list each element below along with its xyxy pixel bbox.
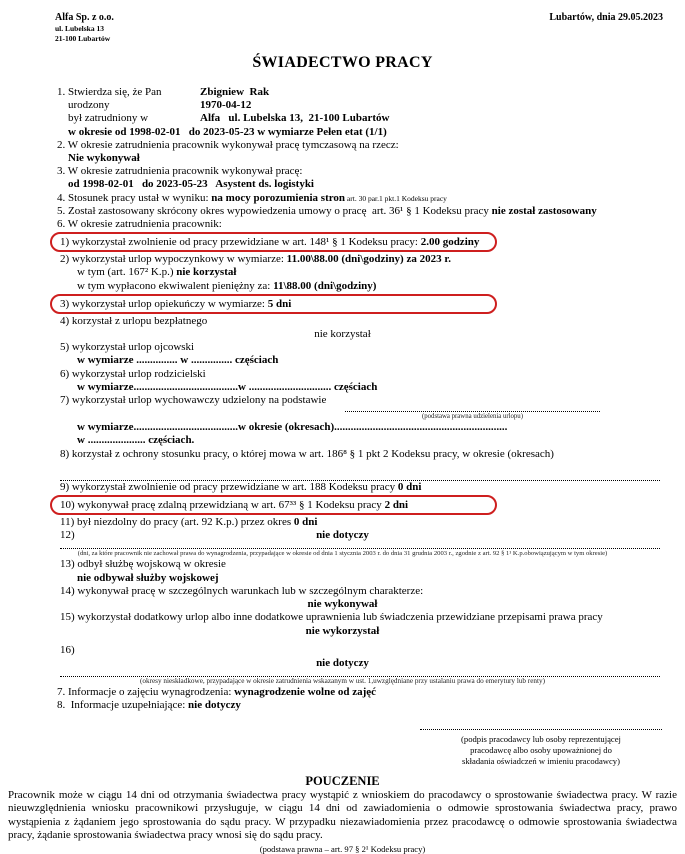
highlight-box-remote-work xyxy=(50,495,497,515)
sec1-label: 1. Stwierdza się, że Pan xyxy=(57,86,162,98)
p1-label: 1) wykorzystał zwolnienie od pracy przewidziane w art. 148¹ § 1 Kodeksu pracy: xyxy=(60,236,421,249)
pouczenie-legal-basis: (podstawa prawna – art. 97 § 2¹ Kodeksu pracy) xyxy=(259,843,426,854)
sec1-born-line xyxy=(0,99,685,112)
p6-label: 6) wykorzystał urlop rodzicielski xyxy=(60,367,206,380)
p12-dotted-line xyxy=(60,542,660,549)
employment-period: w okresie od 1998-02-01 do 2023-05-23 w wymiarze Pełen etat (1/1) xyxy=(68,125,387,138)
sec2-label: 2. W okresie zatrudnienia pracownik wykonywał pracę tymczasową na rzecz: xyxy=(57,138,399,151)
document-body xyxy=(0,86,685,854)
sec8-line xyxy=(0,699,685,712)
p8-dotted-line xyxy=(60,474,660,481)
sec3-label: 3. W okresie zatrudnienia pracownik wykonywał pracę: xyxy=(57,165,303,178)
document-title: ŚWIADECTWO PRACY xyxy=(252,54,433,71)
job-position-value: od 1998-02-01 do 2023-05-23 Asystent ds. logistyki xyxy=(68,178,314,191)
paternity-leave-detail: w wymiarze ............... w ............... częściach xyxy=(77,354,279,367)
p16-caption: (okresy nieskładkowe, przypadające w okresie zatrudnienia wskazanym w ust. 1,uwzględniane przy ustalaniu prawa do emerytury lub renty) xyxy=(140,677,545,686)
signature-caption-line3: składania oświadczeń w imieniu pracodawcy) xyxy=(462,755,620,766)
sec8-label: 8. Informacje uzupełniające: xyxy=(57,699,189,712)
p2-sub1-line xyxy=(0,266,685,279)
vacation-days-value: 11.00\88.00 (dni\godziny) za 2023 r. xyxy=(286,253,451,266)
employer-address-block xyxy=(55,12,114,43)
p11-label: 11) był niezdolny do pracy (art. 92 K.p.) przez okres xyxy=(60,516,294,529)
equivalent-paid-value: 11\88.00 (dni\godziny) xyxy=(273,279,377,292)
signature-dotted-line xyxy=(420,728,662,730)
signature-block xyxy=(420,728,662,767)
signature-caption-line2: pracodawcę albo osoby upoważnionej do xyxy=(470,744,612,755)
company-address-line2: 21-100 Lubartów xyxy=(55,33,111,43)
childcare-leave-detail2: w ..................... częściach. xyxy=(77,434,195,447)
p16-value: nie dotyczy xyxy=(316,656,369,669)
p7-label: 7) wykorzystał urlop wychowawczy udzielony na podstawie xyxy=(60,394,327,407)
incapacity-days-value: 0 dni xyxy=(293,516,318,529)
document-header xyxy=(0,0,685,43)
p14-label: 14) wykonywał pracę w szczególnych warunkach lub w szczególnym charakterze: xyxy=(60,584,424,597)
pouczenie-heading: POUCZENIE xyxy=(305,773,380,788)
sec5-notice-line xyxy=(0,205,685,218)
sec4-label: 4. Stosunek pracy ustał w wyniku: xyxy=(57,191,212,204)
p10-label: 10) wykonywał pracę zdalną przewidzianą w art. 67³³ § 1 Kodeksu pracy xyxy=(60,499,385,512)
p12-value: nie dotyczy xyxy=(316,529,369,542)
p2-label: 2) wykorzystał urlop wypoczynkowy w wymiarze: xyxy=(60,253,287,266)
p2-sub2-line xyxy=(0,280,685,293)
wage-seizure-value: wynagrodzenie wolne od zajęć xyxy=(234,686,377,699)
p2-vacation-line xyxy=(0,253,685,266)
p2-sub2-label: w tym wypłacono ekwiwalent pieniężny za: xyxy=(77,279,274,292)
art148-hours-value: 2.00 godziny xyxy=(420,236,480,249)
p9-label: 9) wykorzystał zwolnienie od pracy przewidziane w art. 188 Kodeksu pracy xyxy=(60,480,398,493)
sec1-employer-line xyxy=(0,112,685,125)
employee-name: Zbigniew Rak xyxy=(200,86,270,98)
company-name: Alfa Sp. z o.o. xyxy=(55,12,114,23)
p12-label: 12) xyxy=(60,529,75,542)
employed-at-label: był zatrudniony w xyxy=(68,112,149,125)
employer-name-address: Alfa ul. Lubelska 13, 21-100 Lubartów xyxy=(200,112,390,125)
born-label: urodzony xyxy=(68,99,110,112)
p12-caption: (dni, za które pracownik nie zachował prawa do wynagrodzenia, przypadające w okresie od dnia 1 stycznia 2003 r. do dnia 31 grudnia 2003 r., zgodnie z art. 92 § 1¹ K.p.obowiązującym w tym okresie) xyxy=(77,550,608,558)
p16-dotted-line xyxy=(60,670,660,677)
p16-label: 16) xyxy=(60,643,75,656)
p8-label: 8) korzystał z ochrony stosunku pracy, o której mowa w art. 186⁸ § 1 pkt 2 Kodeksu pracy, w okresie (okresach) xyxy=(60,447,554,460)
company-address-line1: ul. Lubelska 13 xyxy=(55,24,104,33)
termination-legal-note: art. 30 par.1 pkt.1 Kodeksu pracy xyxy=(345,193,447,203)
p2-sub1-label: w tym (art. 167² K.p.) xyxy=(77,266,177,279)
art167-value: nie korzystał xyxy=(176,266,237,279)
p13-label: 13) odbył służbę wojskową w okresie xyxy=(60,558,226,571)
p4-label: 4) korzystał z urlopu bezpłatnego xyxy=(60,314,208,327)
signature-caption-line1: (podpis pracodawcy lub osoby reprezentującej xyxy=(461,733,621,744)
sec7-label: 7. Informacje o zajęciu wynagrodzenia: xyxy=(57,686,235,699)
sec4-termination-line xyxy=(0,192,685,205)
art188-days-value: 0 dni xyxy=(397,480,422,493)
additional-leave-value: nie wykorzystał xyxy=(305,624,380,637)
p12-line xyxy=(0,529,685,542)
place-and-date: Lubartów, dnia 29.05.2023 xyxy=(549,12,663,23)
spacer xyxy=(0,461,685,474)
special-conditions-value: nie wykonywał xyxy=(307,598,378,611)
termination-mode-value: na mocy porozumienia stron xyxy=(211,191,346,204)
care-leave-days-value: 5 dni xyxy=(267,297,292,310)
sec5-label: 5. Został zastosowany skrócony okres wypowiedzenia umowy o pracę art. 36¹ § 1 Kodeksu pracy xyxy=(57,204,492,217)
p15-label: 15) wykorzystał dodatkowy urlop albo inne dodatkowe uprawnienia lub świadczenia przewidziane przepisami prawa pracy xyxy=(60,611,603,624)
sec6-label: 6. W okresie zatrudnienia pracownik: xyxy=(57,218,222,231)
temporary-work-value: Nie wykonywał xyxy=(68,152,140,165)
highlight-box-care-leave xyxy=(50,294,497,314)
highlight-box-art148-leave xyxy=(50,232,497,252)
military-service-value: nie odbywał służby wojskowej xyxy=(77,571,219,584)
sec1-statement-line xyxy=(0,86,685,99)
p7-caption: (podstawa prawna udzielenia urlopu) xyxy=(422,413,523,421)
p11-line xyxy=(0,516,685,529)
p9-line xyxy=(0,481,685,494)
childcare-leave-detail1: w wymiarze......................................w okresie (okresach)............................................................... xyxy=(77,421,508,434)
unpaid-leave-value: nie korzystał xyxy=(314,328,371,341)
pouczenie-paragraph: Pracownik może w ciągu 14 dni od otrzymania świadectwa pracy wystąpić z wnioskiem do pracodawcy o sprostowanie świadectwa pracy. W razie nieuwzględnienia wniosku pracownikowi przysługuje, w ciągu 14 dni od zawiadomienia o odmowie sprostowania świadectwa pracy, prawo wystąpienia z żądaniem jego sprostowania do sądu pracy. W przypadku niezawiadomienia przez pracodawcę o odmowie sprostowania świadectwa pracy, żądanie sprostowania świadectwa pracy wnosi się do sądu pracy. xyxy=(8,788,677,842)
p5-label: 5) wykorzystał urlop ojcowski xyxy=(60,341,195,354)
remote-work-days-value: 2 dni xyxy=(384,499,409,512)
supplementary-info-value: nie dotyczy xyxy=(188,699,241,712)
shortened-notice-value: nie został zastosowany xyxy=(491,204,597,217)
parental-leave-detail: w wymiarze......................................w .............................. częściach xyxy=(77,380,378,393)
birth-date: 1970-04-12 xyxy=(200,99,252,112)
sec7-line xyxy=(0,686,685,699)
p3-label: 3) wykorzystał urlop opiekuńczy w wymiarze: xyxy=(60,297,268,310)
